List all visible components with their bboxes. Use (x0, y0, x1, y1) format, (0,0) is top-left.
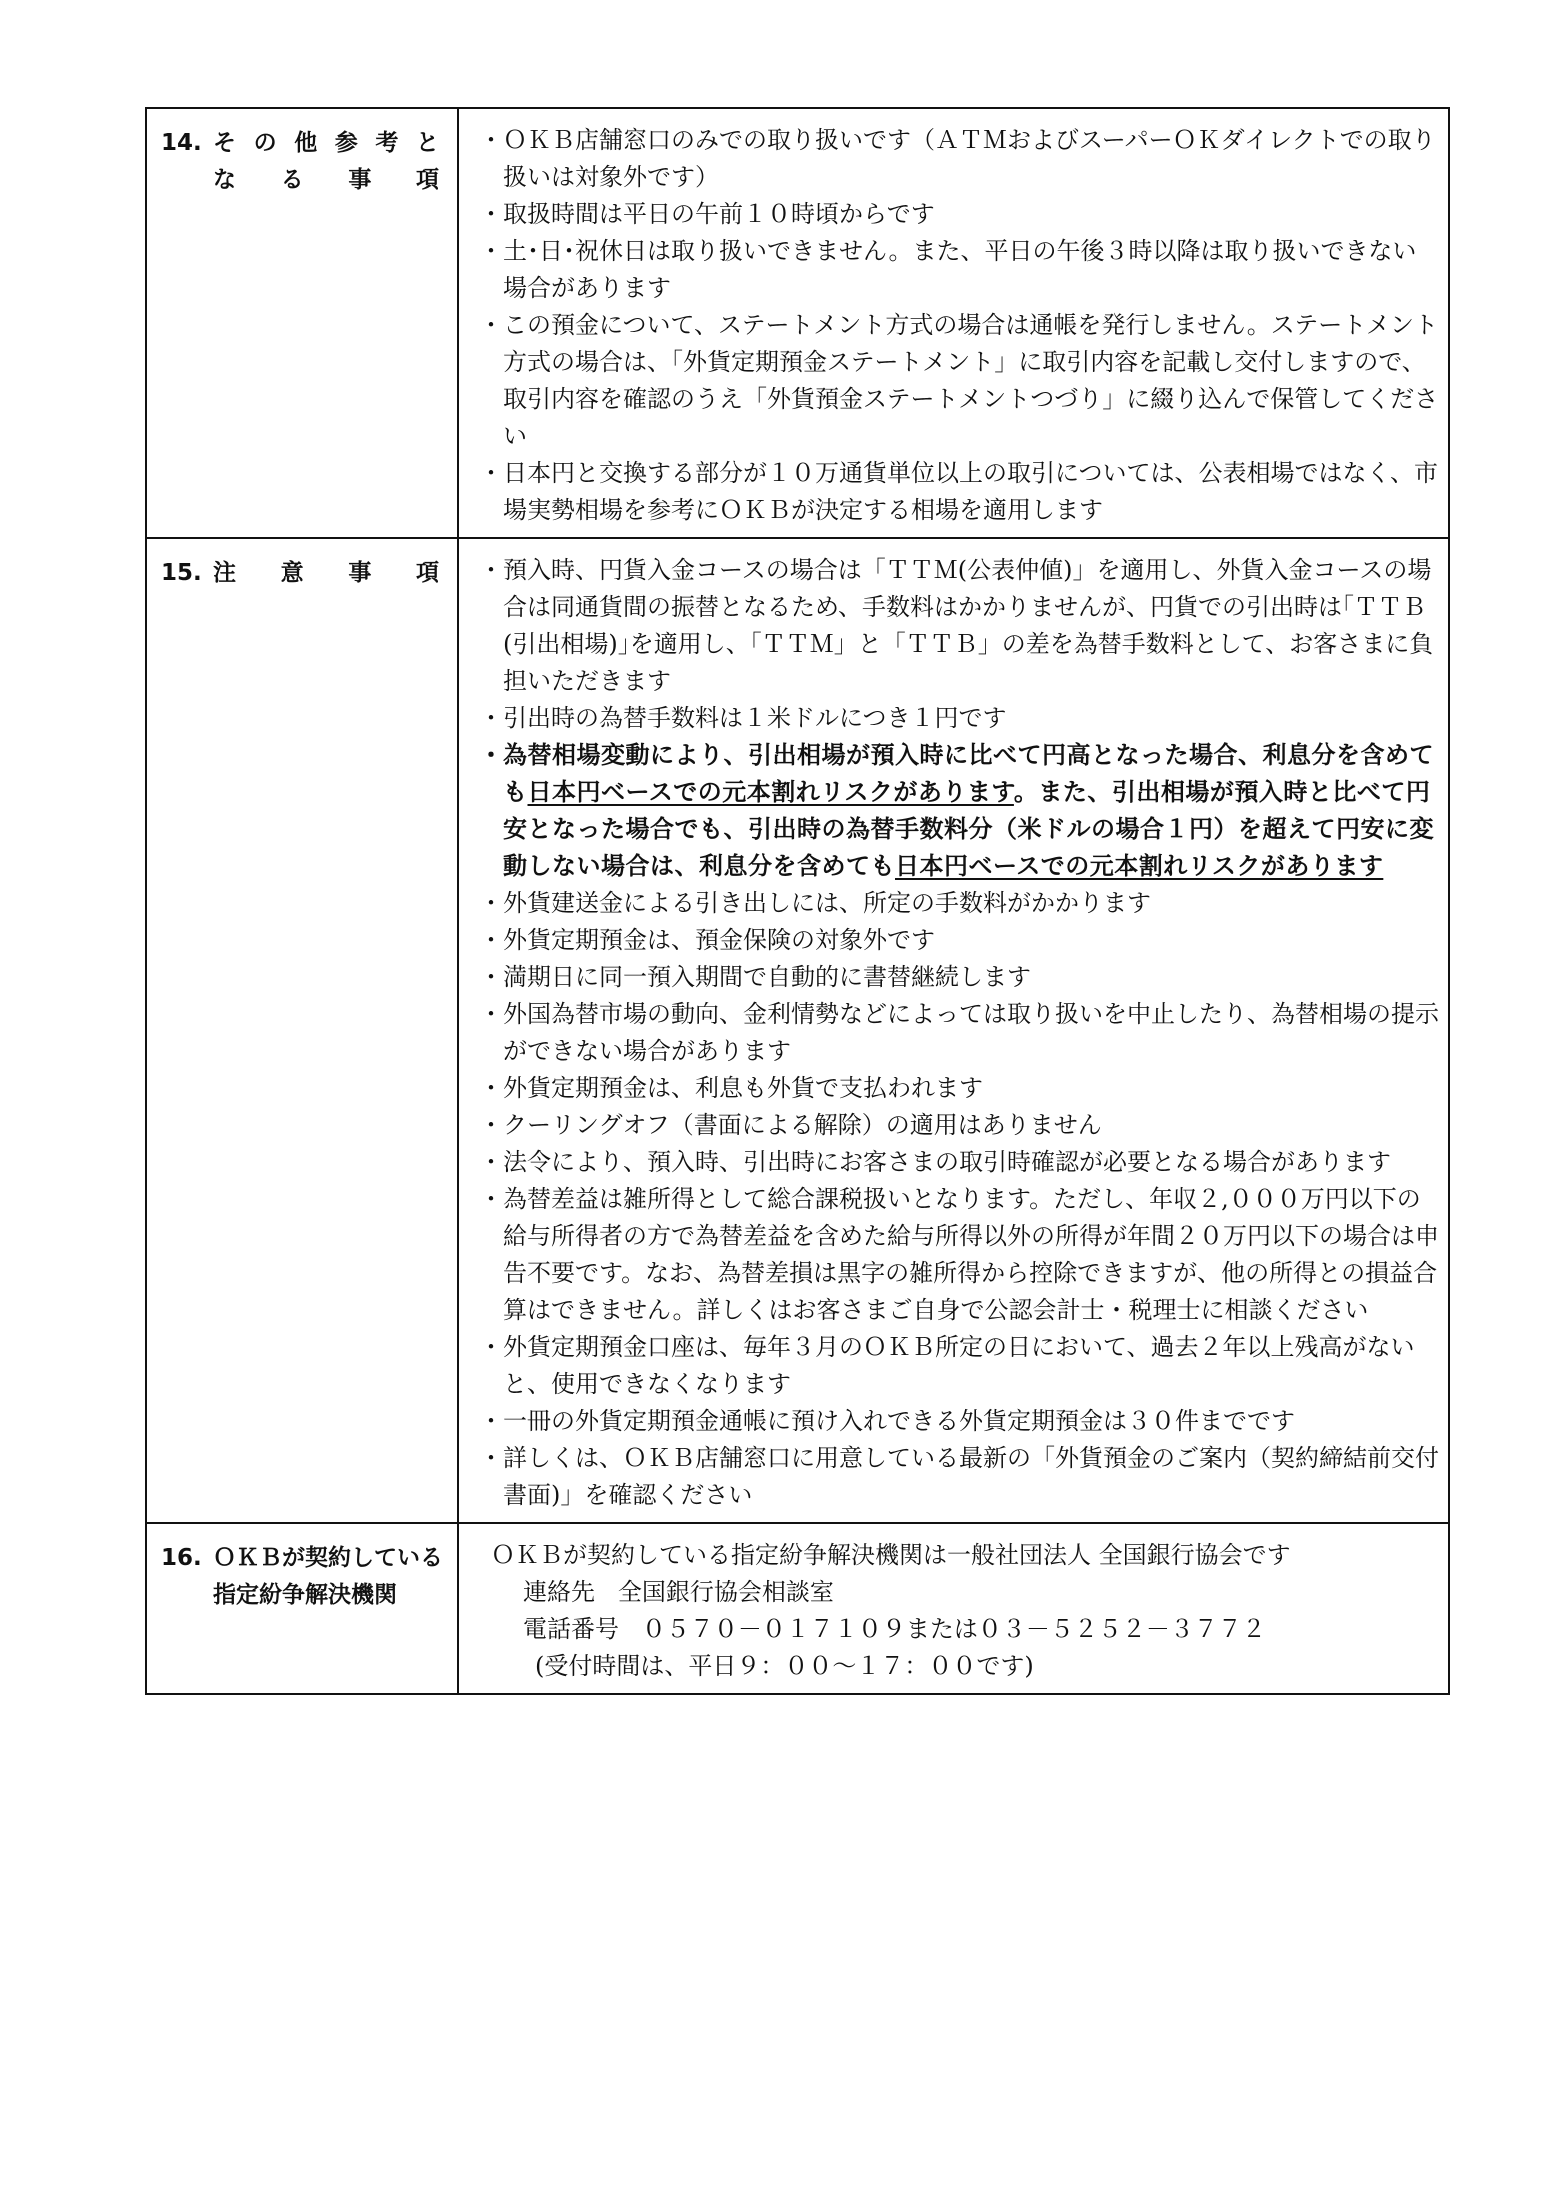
item-text: 法令により、預入時、引出時にお客さまの取引時確認が必要となる場合があります (503, 1148, 1391, 1176)
list-item: ・ 一冊の外貨定期預金通帳に預け入れできる外貨定期預金は３０件までです (479, 1407, 1295, 1435)
list-item: ・ 引出時の為替手数料は１米ドルにつき１円です (479, 704, 1007, 732)
list-item: ・ 日本円と交換する部分が１０万通貨単位以上の取引については、公表相場ではなく、市場実勢相場を参考にＯＫＢが決定する相場を適用します (479, 459, 1439, 524)
item-text: 預入時、円貨入金コースの場合は「ＴＴＭ(公表仲値)」を適用し、外貨入金コースの場合は同通貨間の振替となるため、手数料はかかりませんが、円貨での引出時は｢ＴＴＢ(引出相場)｣を適用し、「ＴＴＭ」と「ＴＴＢ」の差を為替手数料として、お客さまに負担いただきます (503, 556, 1434, 695)
label-text: 指定紛争解決機関 (213, 1582, 397, 1608)
phone-label: 電話番号 (523, 1615, 619, 1643)
item-text: 外貨定期預金口座は、毎年３月のＯＫＢ所定の日において、過去２年以上残高がないと、使用できなくなります (503, 1333, 1415, 1398)
row-content-16 (458, 1523, 1449, 1694)
risk-warning-item: ・ 為替相場変動により、引出相場が預入時に比べて円高となった場合、利息分を含めても日本円ベースでの元本割れリスクがあります。また、引出相場が預入時と比べて円安となった場合でも、引出時の為替手数料分（米ドルの場合１円）を超えて円安に変動しない場合は、利息分を含めても日本円ベースでの元本割れリスクがあります (479, 741, 1434, 880)
table-row-14 (146, 108, 1449, 538)
contact-line (479, 1574, 1440, 1611)
label-char: 考 (375, 130, 399, 156)
item-text: この預金について、ステートメント方式の場合は通帳を発行しません。ステートメント方式の場合は、「外貨定期預金ステートメント」に取引内容を記載し交付しますので、取引内容を確認のうえ「外貨預金ステートメントつづり」に綴り込んで保管してください (503, 311, 1439, 450)
label-char: 項 (415, 560, 439, 586)
list-item: ・ 詳しくは、ＯＫＢ店舗窓口に用意している最新の「外貨預金のご案内（契約締結前交付書面)」を確認ください (479, 1444, 1439, 1509)
list-item: ・ 外貨定期預金は、利息も外貨で支払われます (479, 1074, 983, 1102)
item-text: 外貨定期預金は、預金保険の対象外です (503, 926, 935, 954)
row-label-14 (146, 108, 458, 538)
item-text: 詳しくは、ＯＫＢ店舗窓口に用意している最新の「外貨預金のご案内（契約締結前交付書面)」を確認ください (503, 1444, 1439, 1509)
item-text: 外貨定期預金は、利息も外貨で支払われます (503, 1074, 983, 1102)
label-text: ＯＫＢが契約している (213, 1545, 443, 1571)
label-char: 事 (348, 560, 372, 586)
label-char: と (415, 130, 439, 156)
warning-text: 。また、引出相場が預入時と比べて円安となった場合でも、引出時の為替手数料分（米ドルの場合１円）を超えて円安に変動しない場合は、利息分を含めても (503, 778, 1434, 880)
item-text: 一冊の外貨定期預金通帳に預け入れできる外貨定期預金は３０件までです (503, 1407, 1295, 1435)
list-item: ・ 満期日に同一預入期間で自動的に書替継続します (479, 963, 1031, 991)
item-text: 日本円と交換する部分が１０万通貨単位以上の取引については、公表相場ではなく、市場実勢相場を参考にＯＫＢが決定する相場を適用します (503, 459, 1439, 524)
contact-value: 全国銀行協会相談室 (617, 1578, 834, 1606)
list-item: ・ 外貨定期預金口座は、毎年３月のＯＫＢ所定の日において、過去２年以上残高がないと、使用できなくなります (479, 1333, 1415, 1398)
item-text: 満期日に同一預入期間で自動的に書替継続します (503, 963, 1031, 991)
table-row-15 (146, 538, 1449, 1523)
label-char: 参 (334, 130, 358, 156)
item-text: クーリングオフ（書面による解除）の適用はありません (503, 1111, 1102, 1139)
item-text: 為替差益は雑所得として総合課税扱いとなります。ただし、年収２,０００万円以下の給与所得者の方で為替差益を含めた給与所得以外の所得が年間２０万円以下の場合は申告不要です。なお、為替差損は黒字の雑所得から控除できますが、他の所得との損益合算はできません。詳しくはお客さまご自身で公認会計士・税理士に相談ください (503, 1185, 1439, 1324)
row-number: 15. (161, 560, 202, 586)
label-char: そ (213, 130, 236, 156)
label-char: 項 (415, 167, 439, 193)
phone-line (479, 1611, 1440, 1648)
risk-underline: 日本円ベースでの元本割れリスクがあります (895, 852, 1384, 880)
list-item: ・ 法令により、預入時、引出時にお客さまの取引時確認が必要となる場合があります (479, 1148, 1391, 1176)
list-item: ・ 土･日･祝休日は取り扱いできません。また、平日の午後３時以降は取り扱いできない場合があります (479, 237, 1417, 302)
row-number: 14. (161, 130, 202, 156)
table-row-16 (146, 1523, 1449, 1694)
notes-list (479, 122, 1440, 529)
phone-value: ０５７０－０１７１０９または０３－５２５２－３７７２ (641, 1615, 1266, 1643)
item-text: 外貨建送金による引き出しには、所定の手数料がかかります (503, 889, 1151, 917)
item-text: 引出時の為替手数料は１米ドルにつき１円です (503, 704, 1007, 732)
row-label-15 (146, 538, 458, 1523)
list-item: ・ 外貨定期預金は、預金保険の対象外です (479, 926, 935, 954)
risk-underline: 日本円ベースでの元本割れリスクがあります (527, 778, 1014, 806)
row-content-15 (458, 538, 1449, 1523)
label-char: る (280, 167, 304, 193)
label-char: の (253, 130, 277, 156)
label-char: な (213, 167, 236, 193)
list-item: ・ この預金について、ステートメント方式の場合は通帳を発行しません。ステートメント方式の場合は、「外貨定期預金ステートメント」に取引内容を記載し交付しますので、取引内容を確認のうえ「外貨預金ステートメントつづり」に綴り込んで保管してください (479, 311, 1439, 450)
item-text: 外国為替市場の動向、金利情勢などによっては取り扱いを中止したり、為替相場の提示ができない場合があります (503, 1000, 1439, 1065)
item-text: 土･日･祝休日は取り扱いできません。また、平日の午後３時以降は取り扱いできない場合があります (503, 237, 1417, 302)
label-char: 意 (280, 560, 304, 586)
list-item: ・ 取扱時間は平日の午前１０時頃からです (479, 200, 935, 228)
item-text: 取扱時間は平日の午前１０時頃からです (503, 200, 935, 228)
list-item: ・ 為替差益は雑所得として総合課税扱いとなります。ただし、年収２,０００万円以下の給与所得者の方で為替差益を含めた給与所得以外の所得が年間２０万円以下の場合は申告不要です。なお、為替差損は黒字の雑所得から控除できますが、他の所得との損益合算はできません。詳しくはお客さまご自身で公認会計士・税理士に相談ください (479, 1185, 1439, 1324)
warning-text: 為替相場変動により、引出相場が預入時に比べて円高となった場合、利息分を含めても (503, 741, 1434, 806)
label-char: 注 (213, 560, 236, 586)
row-number: 16. (161, 1545, 202, 1571)
list-item: ・ クーリングオフ（書面による解除）の適用はありません (479, 1111, 1102, 1139)
row-label-16 (146, 1523, 458, 1694)
info-table (145, 107, 1450, 1695)
hours-line: (受付時間は、平日９：００～１７：００です) (535, 1652, 1034, 1680)
list-item: ・ ＯＫＢ店舗窓口のみでの取り扱いです（ＡＴＭおよびスーパーＯＫダイレクトでの取り扱いは対象外です） (479, 126, 1436, 191)
list-item: ・ 外国為替市場の動向、金利情勢などによっては取り扱いを中止したり、為替相場の提示ができない場合があります (479, 1000, 1439, 1065)
label-char: 他 (294, 130, 318, 156)
item-text: ＯＫＢ店舗窓口のみでの取り扱いです（ＡＴＭおよびスーパーＯＫダイレクトでの取り扱いは対象外です） (503, 126, 1436, 191)
row-content-14 (458, 108, 1449, 538)
list-item: ・ 外貨建送金による引き出しには、所定の手数料がかかります (479, 889, 1151, 917)
dispute-body-text: ＯＫＢが契約している指定紛争解決機関は一般社団法人 全国銀行協会です (491, 1541, 1291, 1569)
notes-list (479, 552, 1440, 1514)
contact-label: 連絡先 (523, 1578, 595, 1606)
label-char: 事 (348, 167, 372, 193)
list-item: ・ 預入時、円貨入金コースの場合は「ＴＴＭ(公表仲値)」を適用し、外貨入金コースの場合は同通貨間の振替となるため、手数料はかかりませんが、円貨での引出時は｢ＴＴＢ(引出相場)｣を適用し、「ＴＴＭ」と「ＴＴＢ」の差を為替手数料として、お客さまに負担いただきます (479, 556, 1434, 695)
